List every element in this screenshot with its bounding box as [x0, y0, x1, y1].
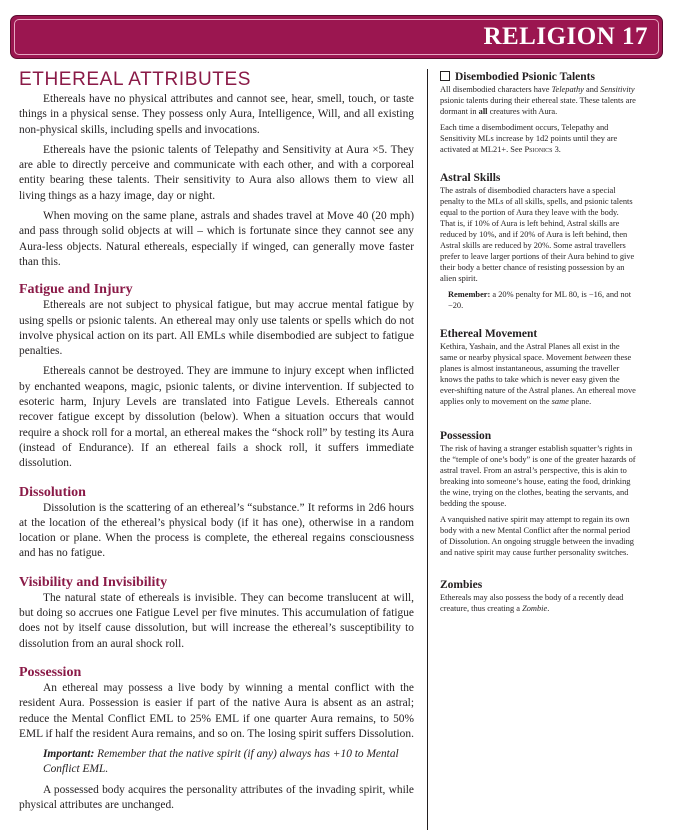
checkbox-icon — [440, 71, 450, 81]
sidebar-paragraph — [440, 84, 636, 117]
remember-note-label: Remember: — [448, 290, 491, 299]
sidebar-heading-disembodied-label: Disembodied Psionic Talents — [455, 71, 595, 83]
dissolution-paragraph: Dissolution is the scattering of an ethereal’s “substance.” It reforms in 2d6 hours at the location of the ethereal’s physical body (if it has one), otherwise in a random location or plane. When the process is complete, the ethereal regains consciousness and has no fatigue. — [19, 501, 414, 560]
possession-paragraph: An ethereal may possess a live body by winning a mental conflict with the resident Aura. Possession is easier if part of the native Aura is absent as an astral; reduce the Mental Conflict EML to 25% EML if one quarter Aura remains, to 50% EML if half the resident Aura remains, and so on. The losing spirit suffers Dissolution. — [19, 681, 414, 740]
possession-paragraph: A possessed body acquires the personality attributes of the invading spirit, while physical attributes are unchanged. — [19, 783, 414, 811]
text-run: Kethira, Yashain, and the Astral Planes all exist in the same or nearby physical space. Movement — [440, 342, 620, 362]
chapter-header-band — [10, 15, 663, 59]
important-note — [19, 747, 414, 778]
sidebar-heading-disembodied — [440, 70, 636, 84]
section-heading-dissolution: Dissolution — [19, 484, 86, 500]
main-heading: ETHEREAL ATTRIBUTES — [19, 69, 252, 90]
main-column — [19, 70, 414, 813]
sidebar-column — [440, 70, 636, 614]
column-divider — [427, 69, 428, 830]
chapter-title: RELIGION 17 — [483, 23, 648, 50]
important-note-text: Remember that the native spirit (if any) always has +10 to Mental Conflict EML. — [43, 748, 399, 776]
text-run: Psionics — [524, 145, 553, 154]
text-run: Sensitivity — [600, 85, 635, 94]
sidebar-heading-ethereal-movement: Ethereal Movement — [440, 328, 538, 340]
sidebar-paragraph: The astrals of disembodied characters have a special penalty to the MLs of all skills, spells, and psionic talents equal to the portion of Aura they leave with the body. That is, if 10% of Aura is left behind, Astral skills are reduced by 10%, and if 20% of Aura is left behind, then Astral skills are reduced by 20%. Some astral travellers prefer to leave larger portions of their Aura behind to give their body a better chance of resisting possession by an alien spirit. — [440, 186, 635, 283]
text-run: these planes is almost instantaneous, assuming the traveller knows the paths to take which is never easy given the ever-shifting nature of the Astral planes. An ethereal move applies only to movement on the — [440, 353, 636, 406]
sidebar-heading-zombies: Zombies — [440, 579, 483, 591]
text-run: and — [583, 85, 601, 94]
important-note-label: Important: — [43, 748, 95, 761]
text-run: Telepathy — [551, 85, 584, 94]
fatigue-paragraph: Ethereals cannot be destroyed. They are immune to injury except when inflicted by enchanted weapons, magic, psionic talents, or divine intervention. If subjected to esoteric harm, Injury Levels are translated into Fatigue Levels. Ethereals cannot recover fatigue except by dissolution (below). When a situation occurs that would require a shock roll for a mortal, an ethereal makes the “shock roll” by testing its Aura (instead of Endurance). If an ethereal fails a shock roll, it suffers immediate dissolution. — [19, 365, 414, 470]
intro-paragraph: When moving on the same plane, astrals and shades travel at Move 40 (20 mph) and pass through solid objects at will – which is fortunate since they cannot see any Aura-less objects. Natural ethereals, especially if winged, can generally move faster than this. — [19, 210, 414, 268]
sidebar-paragraph — [440, 122, 636, 155]
text-run: Ethereals may also possess the body of a recently dead creature, thus creating a — [440, 593, 624, 613]
intro-paragraph: Ethereals have no physical attributes and cannot see, hear, smell, touch, or taste things in a physical sense. They possess only Aura, Intelligence, Will, and all existing non-physical skills, including spells and invocations. — [19, 93, 414, 136]
section-heading-fatigue: Fatigue and Injury — [19, 282, 133, 298]
text-run: all — [478, 107, 488, 116]
text-run: 3. — [552, 145, 561, 154]
section-heading-visibility: Visibility and Invisibility — [19, 574, 168, 590]
text-run: creatures with Aura. — [487, 107, 558, 116]
sidebar-heading-possession: Possession — [440, 430, 492, 442]
sidebar-paragraph: The risk of having a stranger establish squatter’s rights in the “temple of one’s body” is one of the greater hazards of astral travel. From an astral’s perspective, this is akin to breaking into someone’s house, eating the food, drinking the wine, trying on the clothes, beating the servants, and bedding the spouse. — [440, 444, 636, 508]
text-run: . — [547, 604, 550, 613]
text-run: same — [551, 397, 569, 406]
text-run: All disembodied characters have — [440, 85, 552, 94]
section-heading-possession: Possession — [19, 664, 82, 680]
text-run: Zombie — [522, 604, 548, 613]
sidebar-paragraph: A vanquished native spirit may attempt to regain its own body with a new Mental Conflict after the normal period of Dissolution. An ongoing struggle between the invading and native spirit may cause further personality switches. — [440, 515, 634, 557]
text-run: between — [584, 353, 612, 362]
remember-note-text: a 20% penalty for ML 80, is −16, and not −20. — [448, 290, 632, 310]
sidebar-heading-astral-skills: Astral Skills — [440, 172, 501, 184]
text-run: psionic talents during their ethereal state. These talents are dormant in — [440, 96, 636, 116]
text-run: Each time a disembodiment occurs, Telepathy and Sensitivity MLs increase by 1d2 points until they are activated at ML21+. See — [440, 123, 618, 154]
text-run: plane. — [568, 397, 592, 406]
remember-note — [440, 289, 636, 311]
sidebar-paragraph — [440, 341, 636, 407]
intro-paragraph: Ethereals have the psionic talents of Telepathy and Sensitivity at Aura ×5. They are able to directly perceive and communicate with each other, and with a corporeal entity bearing these talents. Their sensitivity to Aura also allows them to view all living things as a hazy image, day or night. — [19, 143, 414, 202]
fatigue-paragraph: Ethereals are not subject to physical fatigue, but may accrue mental fatigue by using spells or psionic talents. An ethereal may only use talents or spells which do not involve physical action on its part. All EMLs while disembodied are subject to fatigue penalties. — [19, 299, 414, 358]
sidebar-paragraph — [440, 592, 636, 614]
visibility-paragraph: The natural state of ethereals is invisible. They can become translucent at will, but doing so accrues one Fatigue Level per five minutes. This accumulation of fatigue does not by itself cause dissolution, but will increase the ethereal’s susceptibility to dissolution from an aural shock roll. — [19, 591, 414, 650]
